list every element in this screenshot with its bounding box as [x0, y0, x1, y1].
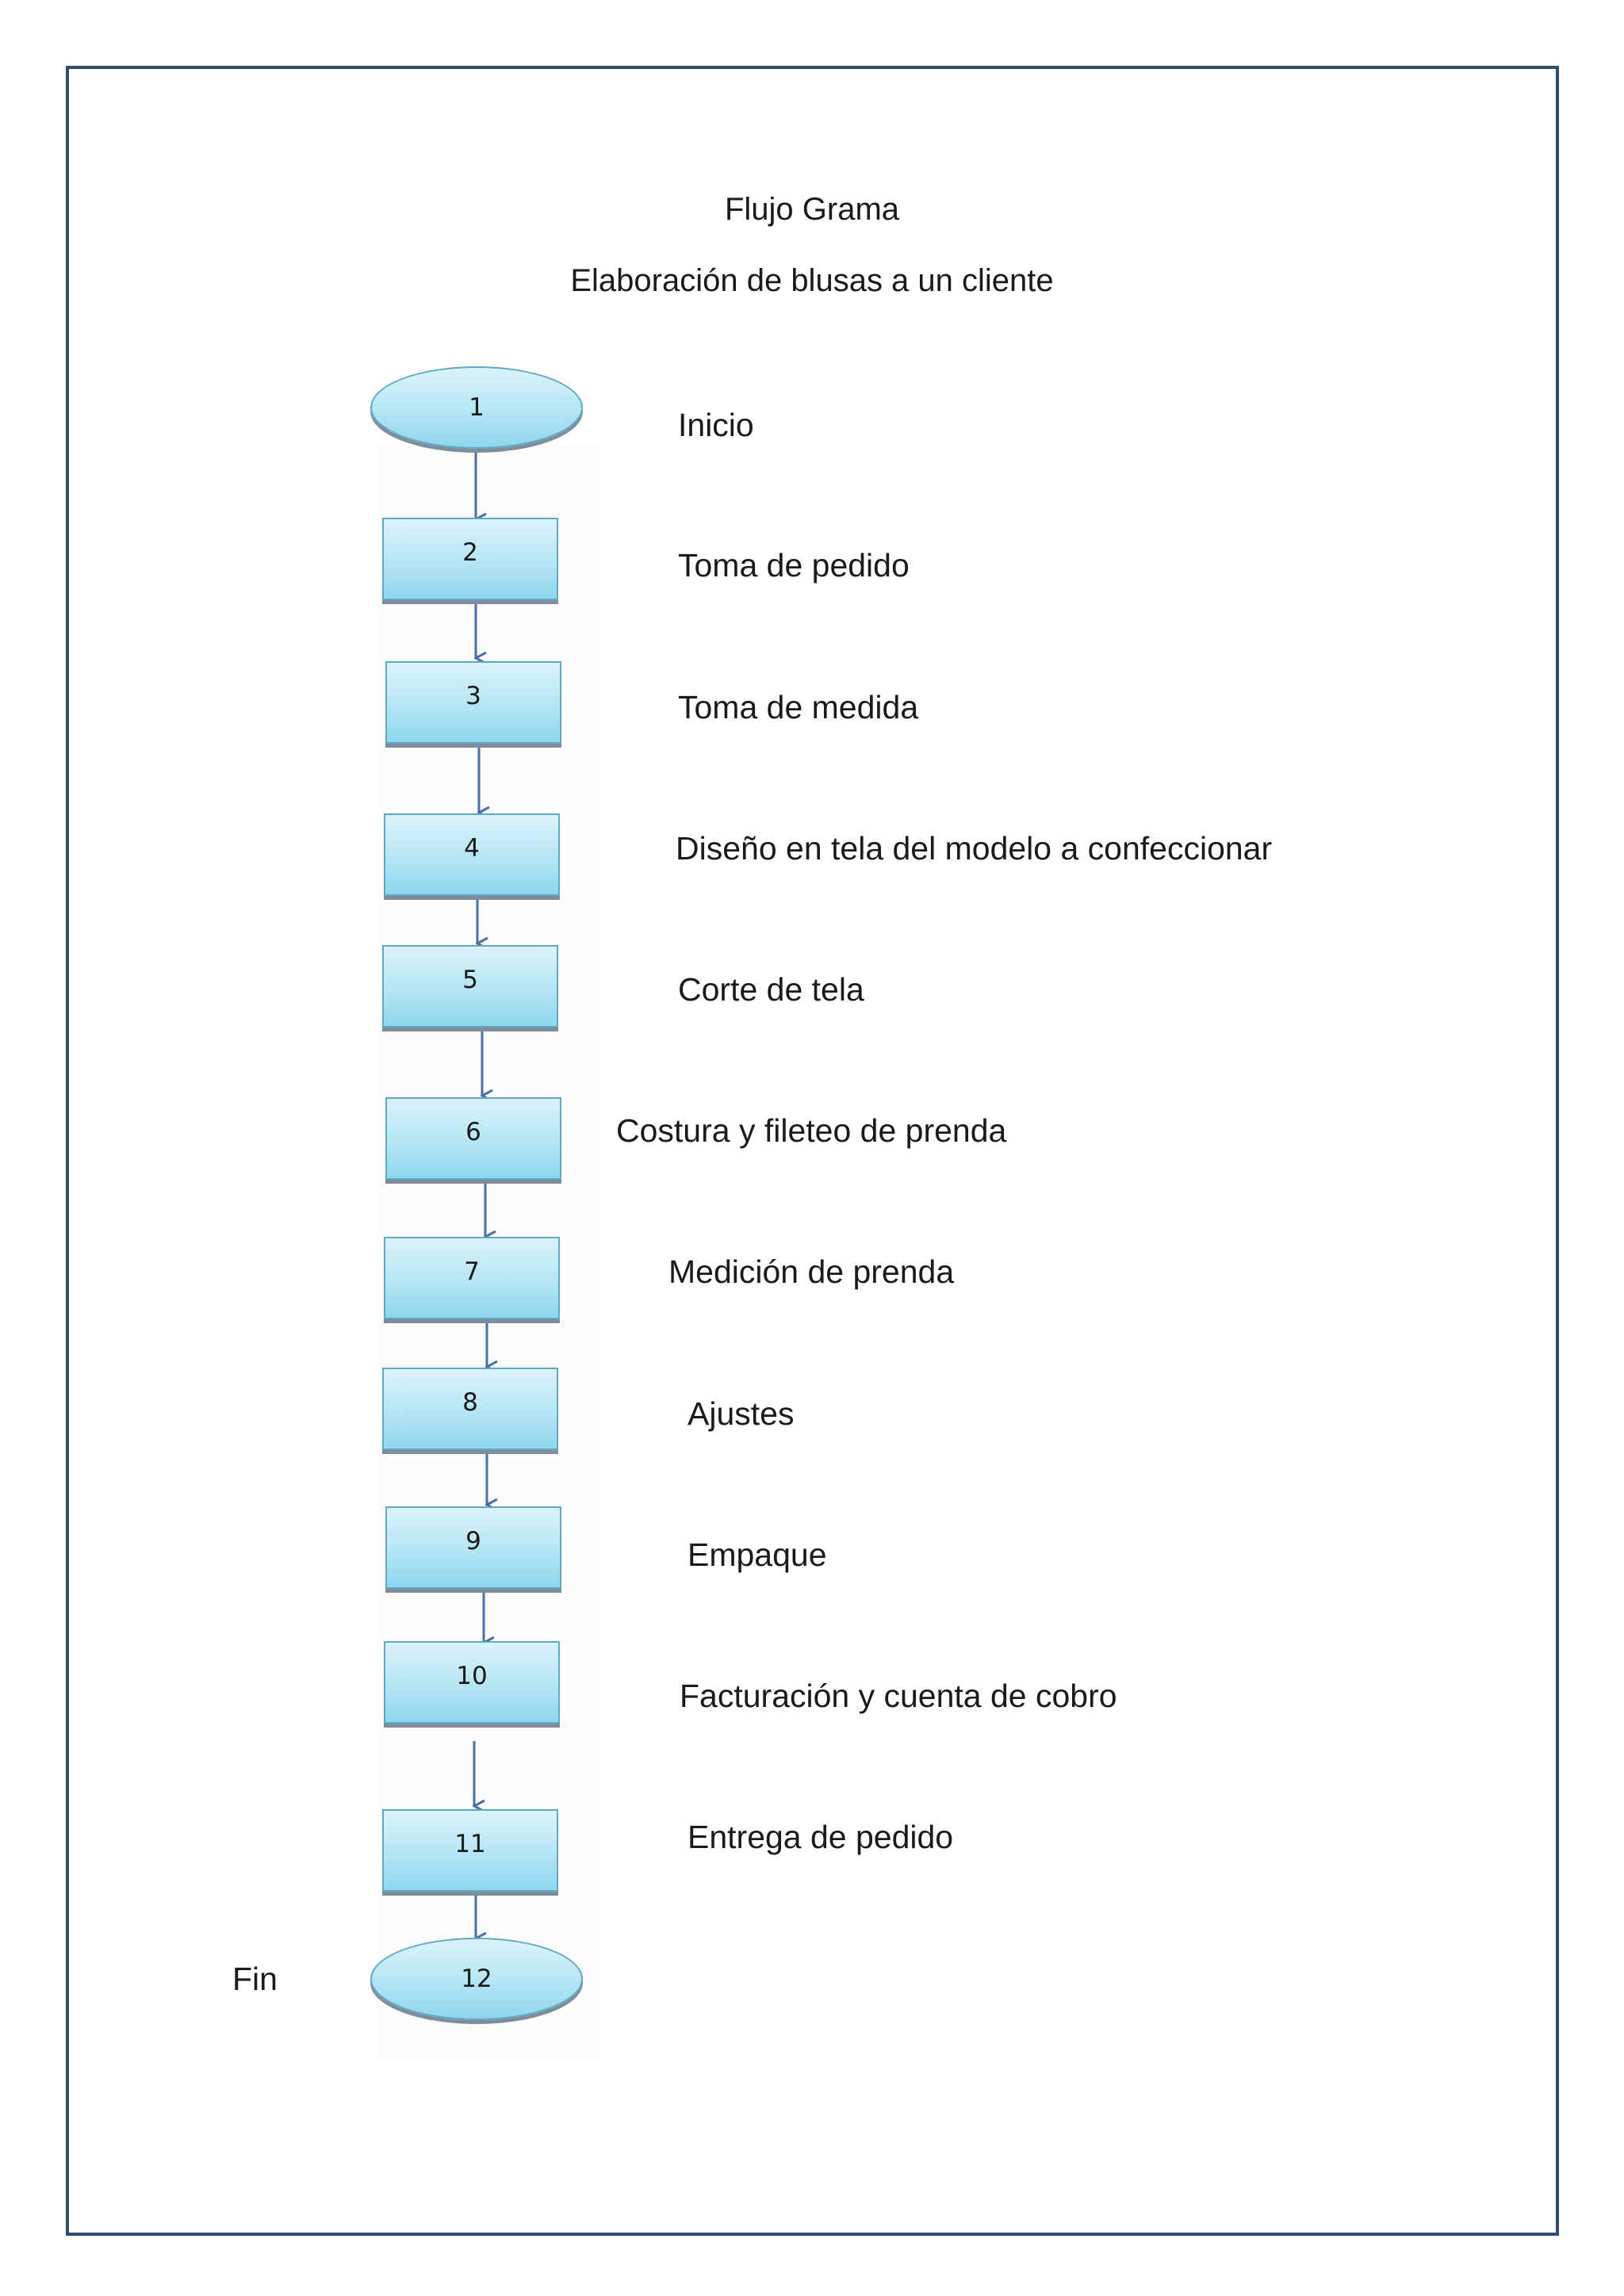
- step-label-6: Costura y fileteo de prenda: [616, 1112, 1007, 1149]
- flow-node-3: 3: [385, 661, 561, 744]
- flow-node-5: 5: [382, 945, 558, 1027]
- step-label-4: Diseño en tela del modelo a confeccionar: [676, 830, 1273, 867]
- step-label-7: Medición de prenda: [668, 1253, 955, 1290]
- step-label-3: Toma de medida: [678, 689, 919, 725]
- step-label-10: Facturación y cuenta de cobro: [680, 1678, 1117, 1714]
- step-label-2: Toma de pedido: [678, 547, 910, 584]
- flow-node-6: 6: [385, 1097, 561, 1180]
- flow-node-1: 1: [370, 366, 583, 449]
- flow-node-7: 7: [384, 1237, 560, 1319]
- flow-node-2: 2: [382, 518, 558, 600]
- flow-node-9: 9: [385, 1506, 561, 1589]
- step-label-9: Empaque: [688, 1536, 827, 1573]
- flow-node-11: 11: [382, 1809, 558, 1892]
- flow-node-10: 10: [384, 1641, 560, 1724]
- step-label-5: Corte de tela: [678, 971, 864, 1008]
- diagram-subtitle: Elaboración de blusas a un cliente: [570, 263, 1054, 298]
- step-label-8: Ajustes: [688, 1395, 795, 1432]
- flow-node-8: 8: [382, 1368, 558, 1450]
- diagram-title: Flujo Grama: [724, 192, 900, 227]
- flow-node-12: 12: [370, 1938, 583, 2020]
- step-label-11: Entrega de pedido: [688, 1819, 954, 1855]
- step-label-inicio: Inicio: [678, 407, 754, 443]
- step-label-fin: Fin: [232, 1961, 278, 1997]
- flow-node-4: 4: [384, 813, 560, 896]
